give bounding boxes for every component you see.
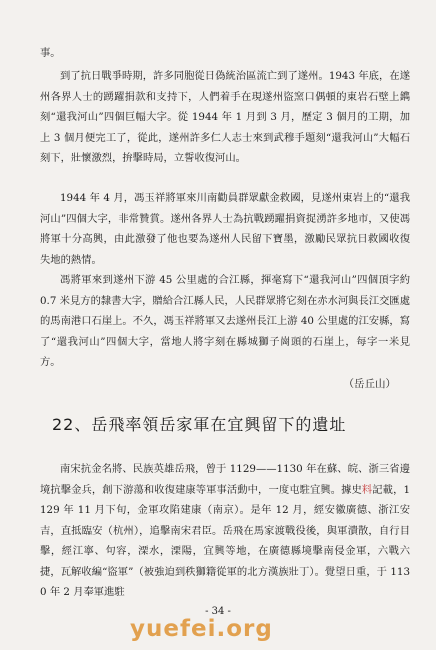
section-heading: 22、岳飛率領岳家軍在宜興留下的遺址 <box>52 415 347 434</box>
paragraph-yuefei-yixing <box>40 459 410 603</box>
highlighted-character: 料 <box>361 483 373 496</box>
watermark-logo: yuefei.org <box>130 616 273 642</box>
paragraph-continuation: 事。 <box>40 47 61 59</box>
page-number: - 34 - <box>205 606 231 617</box>
paragraph-text-part2: 記載，1129 年 11 月下旬，金軍攻陷建康（南京）。是年 12 月，經安徽廣德、浙江安吉，直抵臨安（杭州），追擊南宋君臣。岳飛在馬家渡戰役後，與軍潰散，自行目擊，經江寧、句容，溧水，溧陽，宜興等地，在廣德縣境擊南侵金軍，六戰六捷，瓦解收編“盜軍”（被強迫到秩獅籍從軍的北方漢族壯丁）。覺望日重，于 1130 年 2 月奉軍進駐 <box>40 483 410 598</box>
source-attribution: （岳丘山） <box>343 378 396 390</box>
paragraph-text-part1: 南宋抗金名將、民族英雄岳飛，曾于 1129——1130 年在蘇、皖、浙三省邊境抗擊金兵，創下游蕩和收復建康等軍事活動中，一度屯駐宜興。據史 <box>40 463 410 496</box>
paragraph-feng-inscriptions: 馮將軍來到遂州下游 45 公里處的合江縣，揮毫寫下“還我河山”四個頂字約 0.7 米見方的隸書大字，贈給合江縣人民，人民群眾將它刻在赤水河與長江交匯處的馬南港口石崖上。不久，馮玉祥將軍又去遂州長江上游 40 公里處的江安縣，寫了“還我河山”四個大字，當地人將字刻在縣城獅子崗頭的石崖上，每字一米見方。 <box>40 274 410 368</box>
paragraph-feng-visit: 1944 年 4 月，馮玉祥將軍來川南勸員群眾獻金救國，見遂州東岩上的“還我河山”四個大字，非常贊賞。遂州各界人士為抗戰踴躍捐資捉湧許多地市，又使馮將軍十分高興，由此激發了他也要為遂州人民留下寶墨，激勵民眾抗日救國收復失地的熱情。 <box>40 192 410 266</box>
paragraph-war-period: 到了抗日戰爭時期，許多同胞從日偽統治區流亡到了遂州。1943 年底，在遂州各界人士的踴躍捐款和支持下，人們着手在現遂州盜窯口偶頓的東岩石壁上鐫刻“還我河山”四個巨幅大字。從 1944 年 1 月到 3 月，歷定 3 個月的工期，加上 3 個月便完工了，從此，遂州許多仁人志士來到武穆手題刻“還我河山”大幅石刻下，壯懷激烈，拚擊時局，立誓收復河山。 <box>40 70 410 164</box>
